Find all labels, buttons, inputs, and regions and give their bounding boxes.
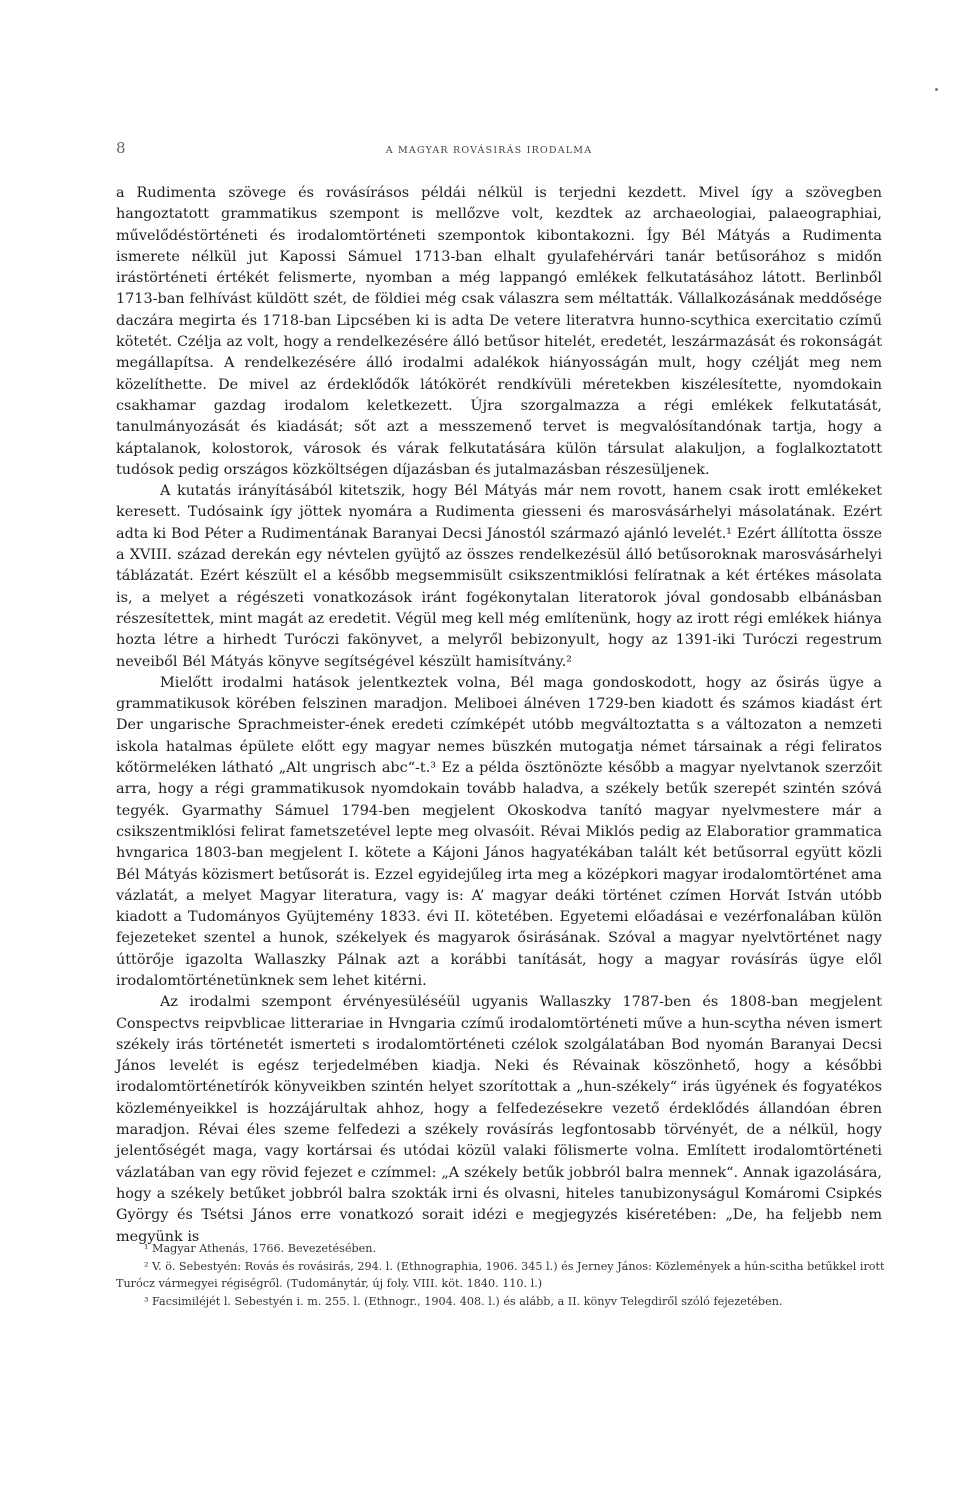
scan-speck	[935, 88, 938, 91]
paragraph-3: Mielőtt irodalmi hatások jelentkeztek volna, Bél maga gondoskodott, hogy az ősirás ügye a grammatikusok körében felszinen maradjon. Meliboei álnéven 1729-ben kiadott és számos kiadást ért Der ungarische Sprachmeister-ének eredeti czímképét utóbb megváltoztatta s a változaton a nemzeti iskola hatalmas épülete előtt egy magyar nemes büszkén mutogatja német társainak a régi feliratos kőtörmeléken látható „Alt ungrisch abc“-t.³ Ez a példa ösztönözte később a magyar nyelvtanok szerzőit arra, hogy a régi grammatikusok nyomdokain tovább haladva, a székely betűk szerepét szintén szóvá tegyék. Gyarmathy Sámuel 1794-ben megjelent Okoskodva tanító magyar nyelvmestere már a csikszentmiklósi felirat fametszetével lepte meg olvasóit. Révai Miklós pedig az Elaboratior grammatica hvngarica 1803-ban megjelent I. kötete a Kájoni János hagyatékában talált két betűsorral együtt közli Bél Mátyás közismert betűsorát is. Ezzel egyidejűleg irta meg a középkori magyar irodalomtörténet ama vázlatát, a melyet Magyar literatura, vagy is: A’ magyar deáki történet czímen Horvát István utóbb kiadott a Tudományos Gyüjtemény 1833. évi II. kötetében. Egyetemi előadásai e vezérfonalában külön fejezeteket szentel a hunok, székelyek és magyarok ősirásának. Szóval a magyar nyelvtörténet nagy úttörője igazolta Wallaszky Pálnak azt a korábbi tanítását, hogy a magyar rovásírás ügye elől irodalomtörténetünknek sem lehet kitérni.	[116, 674, 882, 989]
page-number: 8	[116, 139, 126, 157]
footnote-3: ³ Facsimiléjét l. Sebestyén i. m. 255. l. (Ethnogr., 1904. 408. l.) és alább, a II. könyv Telegdiről szóló fejezetében.	[144, 1294, 783, 1308]
paragraph-2: A kutatás irányításából kitetszik, hogy Bél Mátyás már nem rovott, hanem csak irott emlékeket keresett. Tudósaink így jöttek nyomára a Rudimenta giesseni és marosvásárhelyi másolatának. Ezért adta ki Bod Péter a Rudimentának Baranyai Decsi Jánostól származó ajánló levelét.¹ Ezért állította össze a XVIII. század derekán egy névtelen gyüjtő az összes rendelkezésül álló betűsoroknak marosvásárhelyi táblázatát. Ezért készült el a később megsemmisült csikszentmiklósi felíratnak a két értékes másolata is, a melyet a régészeti vonatkozások iránt fogékonytalan literatorok jóval gondosabb elbánásban részesítettek, mint magát az eredetit. Végül meg kell még említenünk, hogy az irott régi emlékek hiánya hozta létre a hirhedt Turóczi fakönyvet, a melyről bebizonyult, hogy az 1391-iki Turóczi regestrum neveiből Bél Mátyás könyve segítségével készült hamisítvány.²	[116, 483, 882, 670]
body-text	[116, 183, 882, 1248]
paragraph-4: Az irodalmi szempont érvényesüléséül ugyanis Wallaszky 1787-ben és 1808-ban megjelent Conspectvs reipvblicae litterariae in Hvngaria czímű irodalomtörténeti műve a hun-scytha néven ismert székely irás történetét ismerteti s irodalomtörténeti czélok szolgálatában Bod nyomán Baranyai Decsi János levelét is egész terjedelmében kiadja. Neki és Révainak köszönhető, hogy a későbbi irodalomtörténetírók könyveikben szintén helyet szorítottak a „hun-székely“ irás ügyének és fogyatékos közleményeikkel is hozzájárultak ahhoz, hogy a felfedezésekre vezető érdeklődés állandóan ébren maradjon. Révai éles szeme felfedezi a székely rovásírás legfontosabb törvényét, de a nélkül, hogy jelentőségét maga, vagy kortársai és utódai közül valaki fölismerte volna. Említett irodalomtörténeti vázlatában van egy rövid fejezet e czímmel: „A székely betűk jobbról balra mennek“. Annak igazolására, hogy a székely betűket jobbról balra szokták irni és olvasni, hiteles tanubizonyságul Komáromi Csipkés György és Tsétsi János erre vonatkozó sorait idézi e megjegyzés kiséretében: „De, ha feljebb nem megyünk is	[116, 994, 882, 1245]
running-head: A MAGYAR ROVÁSIRÁS IRODALMA	[385, 145, 593, 156]
footnotes	[116, 1240, 886, 1310]
paragraph-1: a Rudimenta szövege és rovásírásos példái nélkül is terjedni kezdett. Mivel így a szövegben hangoztatott grammatikus szempont is mellőzve volt, kezdtek az archaeologiai, palaeographiai, művelődéstörténeti és irodalomtörténeti szempontok kibontakozni. Így Bél Mátyás a Rudimenta ismerete nélkül jut Kapossi Sámuel 1713-ban elhalt gyulafehérvári tanár betűsorához s midőn irástörténeti értékét felismerte, nyomban a még lappangó emlékek felkutatásához látott. Berlinből 1713-ban felhívást küldött szét, de földiei még csak válaszra sem méltatták. Vállalkozásának meddősége daczára megirta és 1718-ban Lipcsében ki is adta De vetere literatvra hunno-scythica exercitatio czímű kötetét. Czélja az volt, hogy a rendelkezésére álló betűsor hitelét, eredetét, leszármazását és rokonságát megállapítsa. A rendelkezésére álló irodalmi adalékok hiányosságán mult, hogy czélját meg nem közelíthette. De mivel az érdeklődők látókörét rendkívüli méretekben kiszélesítette, nyomdokain csakhamar gazdag irodalom keletkezett. Újra szorgalmazza a régi emlékek felkutatását, tanulmányozását és kiadását; sőt azt a messzemenő tervet is megvalósítandónak tartja, hogy a káptalanok, kolostorok, városok és várak felkutatására külön társulat alakuljon, a foglalkoztatott tudósok pedig országos közköltségen díjazásban és jutalmazásban részesüljenek.	[116, 185, 882, 478]
footnote-2: ² V. ö. Sebestyén: Rovás és rovásirás, 294. l. (Ethnographia, 1906. 345 l.) és Jerney János: Közlemények a hún-scitha betűkkel irott Turócz vármegyei régiségről. (Tudománytár, új foly. VIII. köt. 1840. 110. l.)	[116, 1259, 885, 1291]
footnote-1: ¹ Magyar Athenás, 1766. Bevezetésében.	[144, 1242, 377, 1255]
